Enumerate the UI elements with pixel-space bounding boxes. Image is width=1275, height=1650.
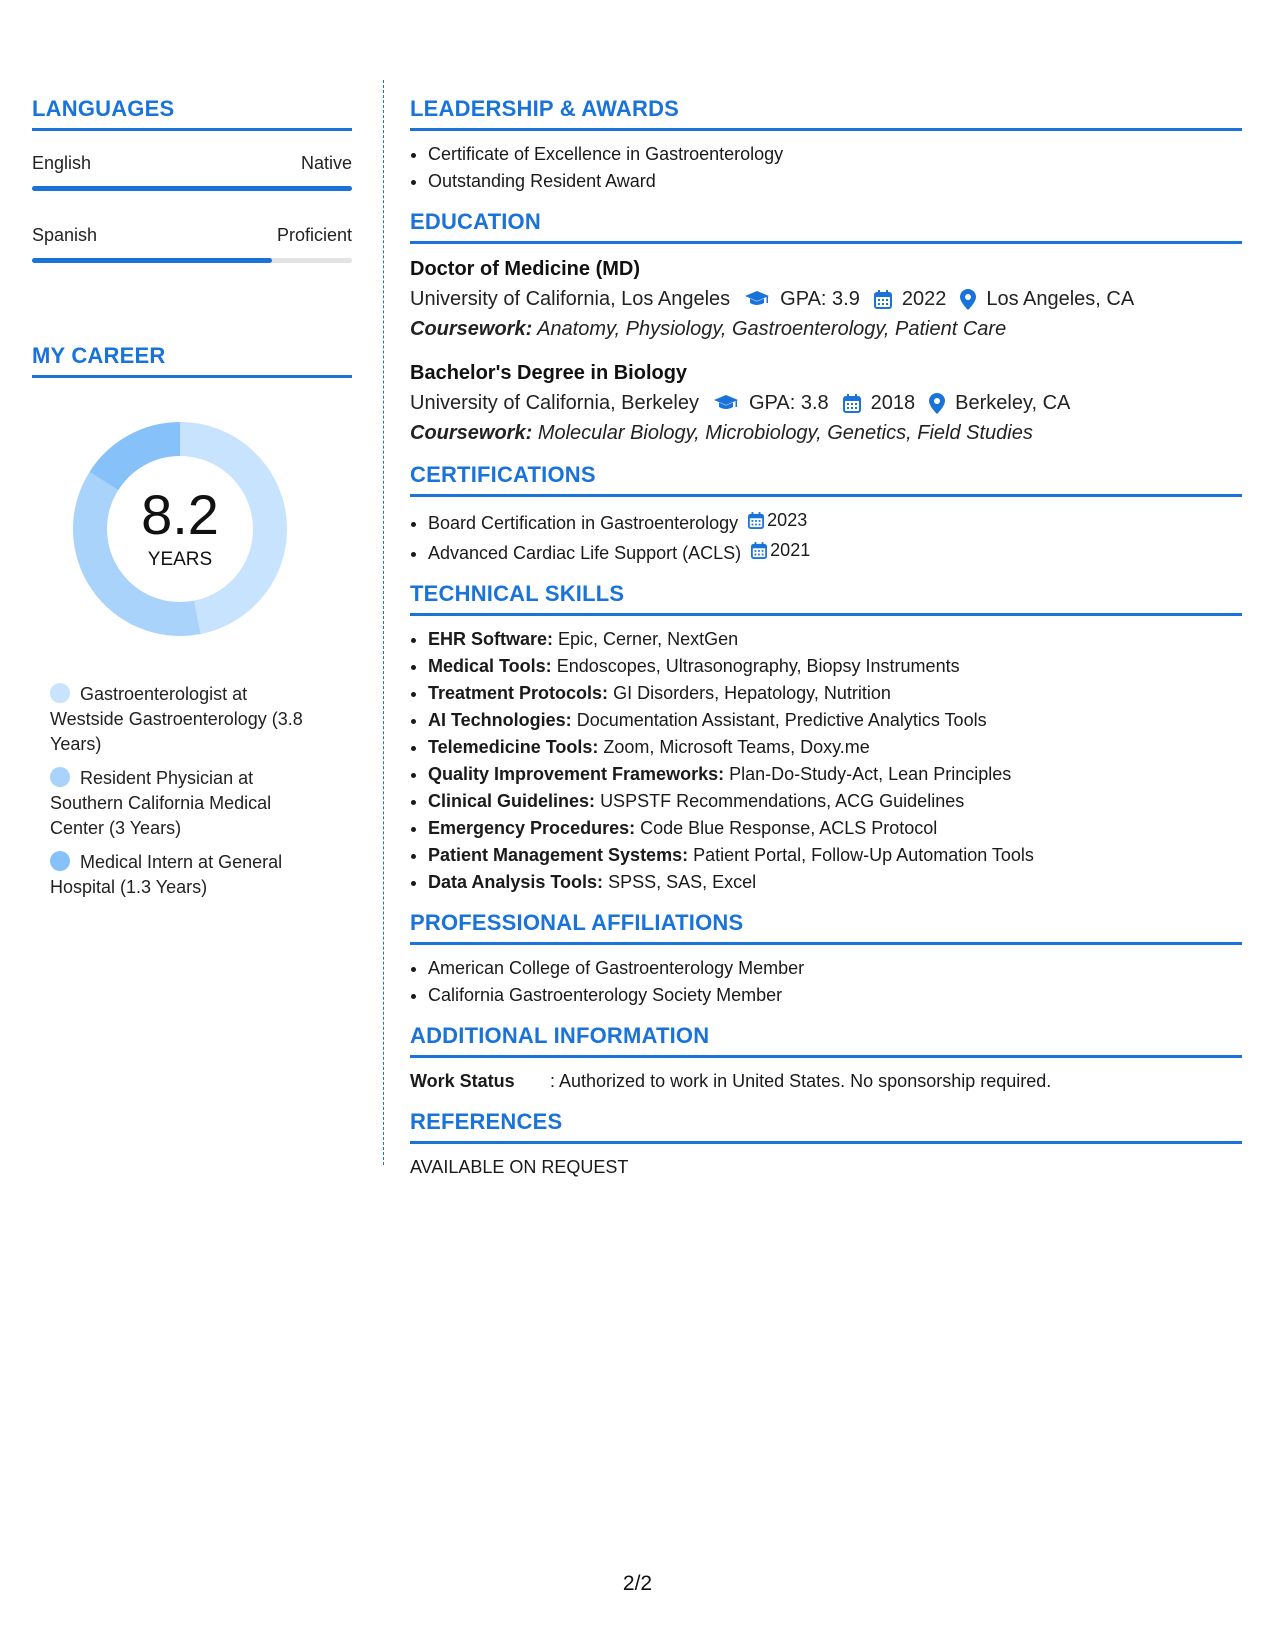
certification-item	[428, 507, 1242, 537]
school-name: University of California, Los Angeles	[410, 288, 731, 310]
language-level: Proficient	[276, 225, 352, 245]
location-pin-icon	[960, 289, 976, 310]
skill-item	[428, 842, 1242, 869]
career-donut-chart	[65, 414, 295, 644]
calendar-icon	[751, 542, 767, 559]
gpa: GPA: 3.9	[780, 288, 860, 310]
degree-name: Doctor of Medicine (MD)	[410, 258, 640, 280]
language-bar-fill	[32, 186, 352, 191]
education-section	[410, 209, 1242, 448]
degree-name: Bachelor's Degree in Biology	[410, 362, 688, 384]
skill-item	[428, 815, 1242, 842]
language-name: Spanish	[32, 225, 98, 245]
graduation-year: 2018	[870, 392, 916, 414]
skill-value: GI Disorders, Hepatology, Nutrition	[613, 683, 891, 703]
coursework-label: Coursework:	[410, 318, 533, 340]
affiliations-section	[410, 910, 1242, 1009]
skill-value: USPSTF Recommendations, ACG Guidelines	[600, 791, 965, 811]
leadership-title: LEADERSHIP & AWARDS	[410, 96, 1242, 131]
skill-value: Plan-Do-Study-Act, Lean Principles	[729, 764, 1012, 784]
legend-dot	[50, 683, 70, 703]
skill-value: Zoom, Microsoft Teams, Doxy.me	[603, 737, 870, 757]
language-name: English	[32, 153, 92, 173]
certification-item	[428, 537, 1242, 567]
language-bar-fill	[32, 258, 272, 263]
references-title: REFERENCES	[410, 1109, 1242, 1144]
skill-label: Clinical Guidelines:	[428, 791, 596, 811]
skill-label: Treatment Protocols:	[428, 683, 609, 703]
skill-item	[428, 734, 1242, 761]
skills-title: TECHNICAL SKILLS	[410, 581, 1242, 616]
career-legend	[32, 682, 352, 900]
graduation-cap-icon	[744, 290, 770, 308]
language-item	[32, 225, 352, 263]
career-legend-label: Medical Intern at General Hospital (1.3 Years)	[50, 852, 283, 897]
certification-name: Advanced Cardiac Life Support (ACLS)	[428, 543, 742, 563]
education-entry	[410, 254, 1242, 344]
skill-label: EHR Software:	[428, 629, 554, 649]
skill-label: Medical Tools:	[428, 656, 552, 676]
skill-value: SPSS, SAS, Excel	[608, 872, 757, 892]
language-bar	[32, 186, 352, 191]
languages-title: LANGUAGES	[32, 96, 352, 131]
coursework	[410, 418, 1242, 448]
legend-dot	[50, 767, 70, 787]
work-status-value: : Authorized to work in United States. No sponsorship required.	[550, 1071, 1052, 1091]
certification-year: 2023	[767, 510, 808, 530]
career-total-unit: YEARS	[147, 549, 213, 570]
skill-label: Quality Improvement Frameworks:	[428, 764, 725, 784]
skill-label: Emergency Procedures:	[428, 818, 636, 838]
career-total-years: 8.2	[141, 483, 219, 546]
graduation-cap-icon	[713, 394, 739, 412]
leadership-item: • Certificate of Excellence in Gastroenterology	[428, 141, 1242, 168]
coursework-list: Molecular Biology, Microbiology, Genetics, Field Studies	[537, 422, 1033, 444]
calendar-icon	[748, 512, 764, 529]
skill-value: Documentation Assistant, Predictive Analytics Tools	[576, 710, 987, 730]
skill-value: Patient Portal, Follow-Up Automation Tools	[693, 845, 1034, 865]
leadership-item: • Outstanding Resident Award	[428, 168, 1242, 195]
skill-item	[428, 761, 1242, 788]
gpa: GPA: 3.8	[749, 392, 829, 414]
legend-dot	[50, 851, 70, 871]
skill-value: Endoscopes, Ultrasonography, Biopsy Instruments	[556, 656, 960, 676]
skills-section	[410, 581, 1242, 896]
additional-title: ADDITIONAL INFORMATION	[410, 1023, 1242, 1058]
work-status-label: Work Status	[410, 1071, 515, 1091]
career-legend-item	[50, 682, 320, 757]
certification-name: Board Certification in Gastroenterology	[428, 513, 739, 533]
skill-item	[428, 869, 1242, 896]
affiliations-title: PROFESSIONAL AFFILIATIONS	[410, 910, 1242, 945]
career-legend-label: Gastroenterologist at Westside Gastroenterology (3.8 Years)	[50, 684, 303, 754]
references-section	[410, 1109, 1242, 1181]
skill-value: Epic, Cerner, NextGen	[558, 629, 739, 649]
graduation-year: 2022	[901, 288, 947, 310]
additional-section	[410, 1023, 1242, 1095]
certifications-title: CERTIFICATIONS	[410, 462, 1242, 497]
calendar-icon	[874, 290, 892, 309]
skill-label: AI Technologies:	[428, 710, 572, 730]
column-divider	[383, 80, 384, 1165]
certification-year: 2021	[770, 540, 811, 560]
certifications-section	[410, 462, 1242, 567]
language-bar	[32, 258, 352, 263]
references-text: AVAILABLE ON REQUEST	[410, 1157, 629, 1177]
left-column	[32, 96, 352, 909]
coursework-label: Coursework:	[410, 422, 533, 444]
skill-item	[428, 788, 1242, 815]
location-pin-icon	[929, 393, 945, 414]
skill-item	[428, 626, 1242, 653]
education-entry	[410, 358, 1242, 448]
skill-item	[428, 680, 1242, 707]
career-legend-label: Resident Physician at Southern California Medical Center (3 Years)	[50, 768, 272, 838]
skill-label: Telemedicine Tools:	[428, 737, 599, 757]
leadership-section	[410, 96, 1242, 195]
skill-label: Data Analysis Tools:	[428, 872, 604, 892]
skill-value: Code Blue Response, ACLS Protocol	[640, 818, 938, 838]
career-title: MY CAREER	[32, 343, 352, 378]
language-item	[32, 153, 352, 191]
coursework-list: Anatomy, Physiology, Gastroenterology, Patient Care	[537, 318, 1007, 340]
page-number: 2/2	[622, 1572, 653, 1595]
skill-item	[428, 653, 1242, 680]
school-location: Los Angeles, CA	[986, 288, 1135, 310]
affiliation-item: • American College of Gastroenterology Member	[428, 955, 1242, 982]
school-name: University of California, Berkeley	[410, 392, 699, 414]
right-column	[410, 96, 1242, 1195]
career-legend-item	[50, 850, 320, 900]
language-level: Native	[300, 153, 352, 173]
affiliation-item: • California Gastroenterology Society Member	[428, 982, 1242, 1009]
career-legend-item	[50, 766, 320, 841]
calendar-icon	[843, 394, 861, 413]
school-location: Berkeley, CA	[955, 392, 1071, 414]
skill-item	[428, 707, 1242, 734]
coursework	[410, 314, 1242, 344]
skill-label: Patient Management Systems:	[428, 845, 689, 865]
education-title: EDUCATION	[410, 209, 1242, 244]
